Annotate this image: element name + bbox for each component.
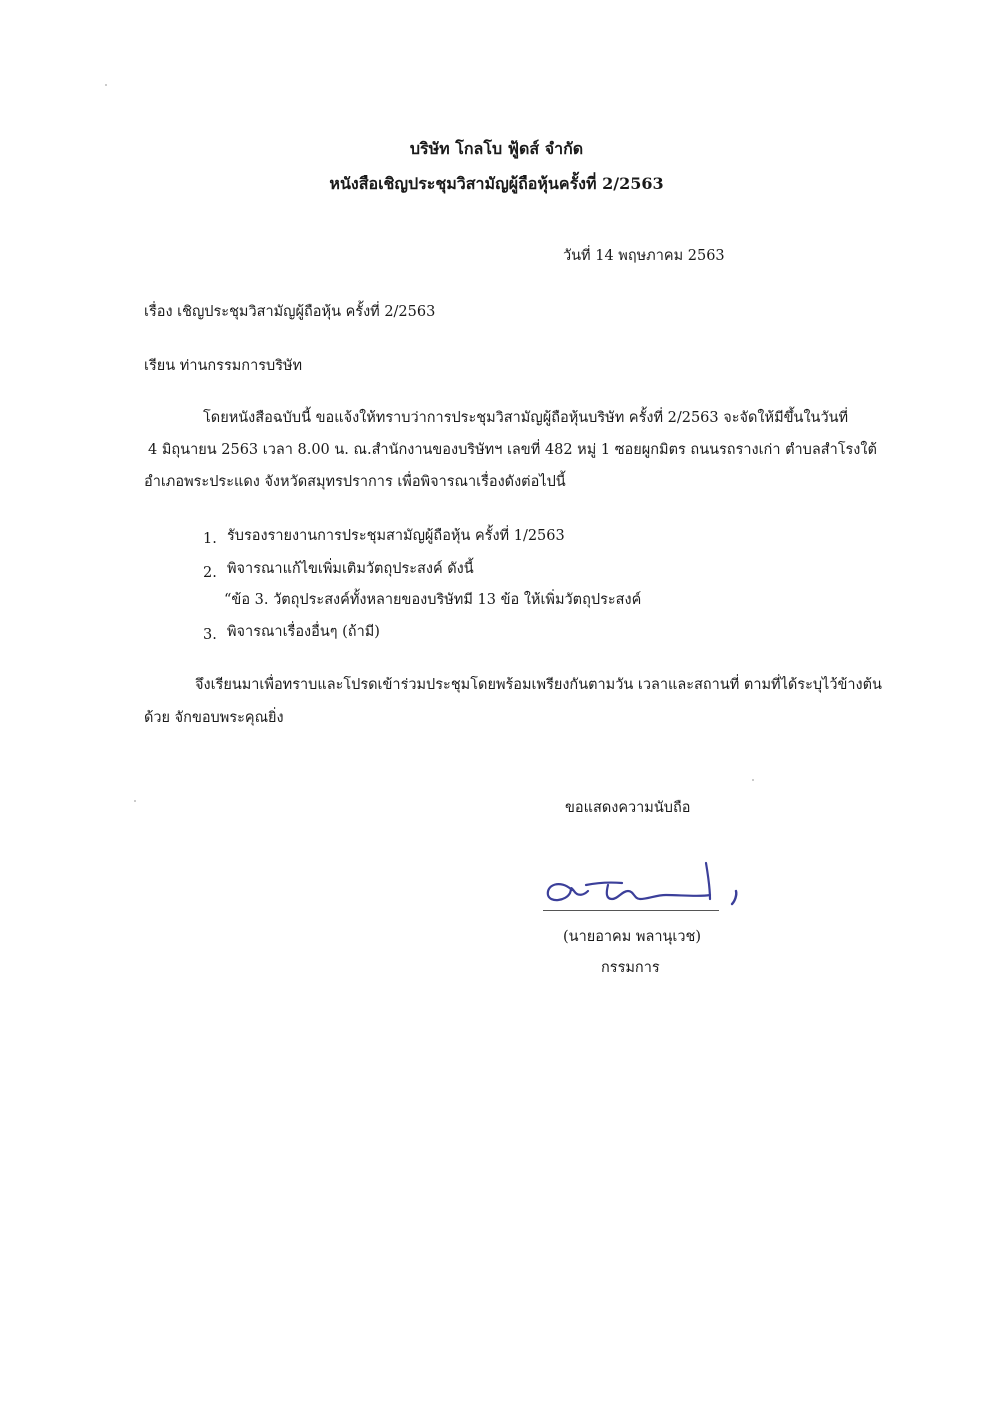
agenda-number: 3.	[203, 627, 217, 643]
handwritten-signature	[540, 855, 760, 915]
agenda-number: 2.	[203, 565, 217, 581]
closing-line-1: จึงเรียนมาเพื่อทราบและโปรดเข้าร่วมประชุมโดยพร้อมเพรียงกันตามวัน เวลาและสถานที่ ตามที่ได้ระบุไว้ข้างต้น	[195, 677, 882, 693]
scan-speck	[752, 779, 754, 781]
body-line-2: 4 มิถุนายน 2563 เวลา 8.00 น. ณ.สำนักงานของบริษัทฯ เลขที่ 482 หมู่ 1 ซอยผูกมิตร ถนนรถรางเก่า ตำบลสำโรงใต้	[148, 442, 877, 458]
scan-speck	[134, 800, 136, 802]
agenda-text: พิจารณาแก้ไขเพิ่มเติมวัตถุประสงค์ ดังนี้	[227, 561, 474, 577]
recipient-line: เรียน ท่านกรรมการบริษัท	[144, 358, 303, 374]
scan-speck	[105, 84, 107, 86]
regards-text: ขอแสดงความนับถือ	[565, 800, 691, 816]
company-name: บริษัท โกลโบ ฟู้ดส์ จำกัด	[409, 139, 584, 158]
signature-line	[543, 910, 719, 911]
date-line: วันที่ 14 พฤษภาคม 2563	[563, 248, 725, 264]
letter-title: หนังสือเชิญประชุมวิสามัญผู้ถือหุ้นครั้งที่ 2/2563	[329, 174, 664, 193]
body-line-3: อำเภอพระประแดง จังหวัดสมุทรปราการ เพื่อพิจารณาเรื่องดังต่อไปนี้	[144, 474, 566, 490]
signer-position: กรรมการ	[601, 960, 660, 976]
closing-line-2: ด้วย จักขอบพระคุณยิ่ง	[144, 710, 284, 726]
agenda-text: “ข้อ 3. วัตถุประสงค์ทั้งหลายของบริษัทมี 13 ข้อ ให้เพิ่มวัตถุประสงค์	[224, 592, 642, 608]
body-line-1: โดยหนังสือฉบับนี้ ขอแจ้งให้ทราบว่าการประชุมวิสามัญผู้ถือหุ้นบริษัท ครั้งที่ 2/2563 จะจัดให้มีขึ้นในวันที่	[203, 410, 849, 426]
agenda-text: รับรองรายงานการประชุมสามัญผู้ถือหุ้น ครั้งที่ 1/2563	[227, 528, 565, 544]
subject-line: เรื่อง เชิญประชุมวิสามัญผู้ถือหุ้น ครั้งที่ 2/2563	[144, 304, 436, 320]
signer-name: (นายอาคม พลานุเวช)	[563, 929, 702, 945]
agenda-text: พิจารณาเรื่องอื่นๆ (ถ้ามี)	[227, 624, 380, 640]
agenda-number: 1.	[203, 531, 217, 547]
